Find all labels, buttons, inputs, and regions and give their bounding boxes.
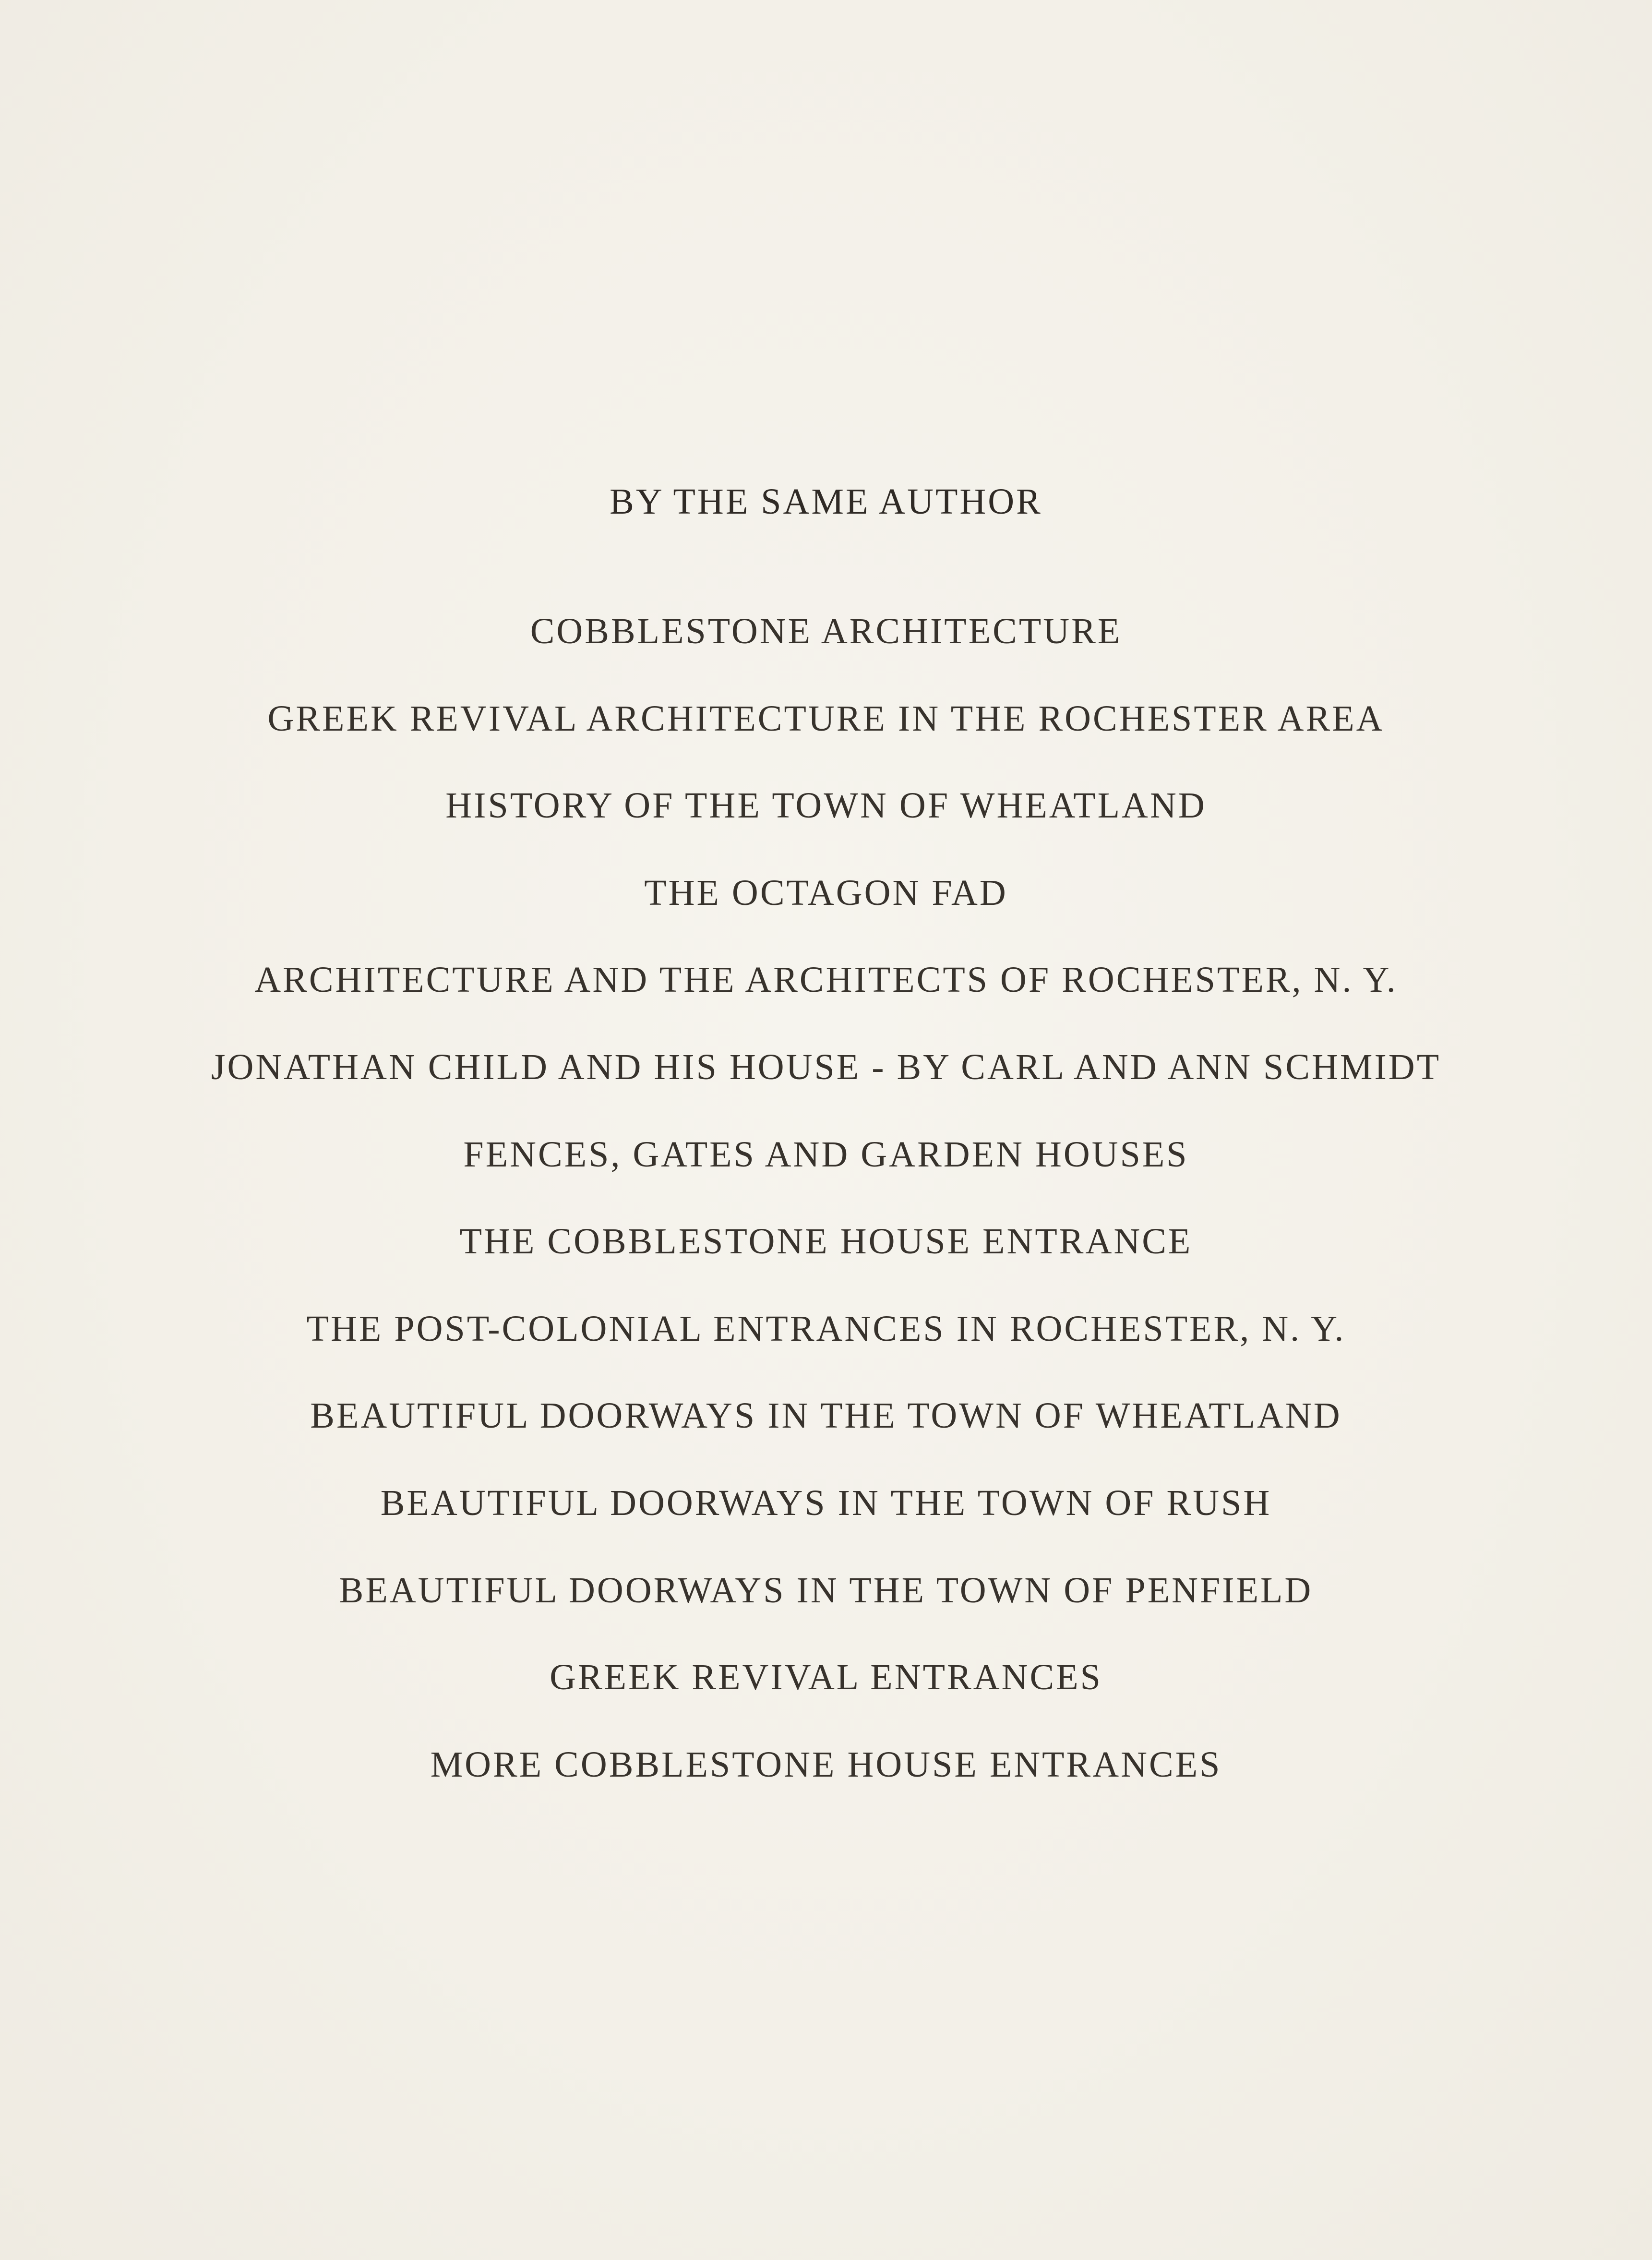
book-title: MORE COBBLESTONE HOUSE ENTRANCES [430,1744,1222,1785]
book-title: COBBLESTONE ARCHITECTURE [530,611,1122,651]
book-title: HISTORY OF THE TOWN OF WHEATLAND [445,785,1207,826]
book-title: FENCES, GATES AND GARDEN HOUSES [463,1134,1189,1175]
book-title: BEAUTIFUL DOORWAYS IN THE TOWN OF RUSH [380,1482,1272,1523]
book-title: BEAUTIFUL DOORWAYS IN THE TOWN OF PENFIELD [339,1570,1313,1611]
book-title: JONATHAN CHILD AND HIS HOUSE - BY CARL AND ANN SCHMIDT [211,1046,1441,1087]
book-title: BEAUTIFUL DOORWAYS IN THE TOWN OF WHEATLAND [310,1395,1342,1436]
book-title: THE POST-COLONIAL ENTRANCES IN ROCHESTER, N. Y. [306,1308,1346,1349]
book-title: ARCHITECTURE AND THE ARCHITECTS OF ROCHESTER, N. Y. [254,960,1398,1000]
book-title: GREEK REVIVAL ENTRANCES [550,1657,1102,1698]
book-title: THE COBBLESTONE HOUSE ENTRANCE [459,1221,1193,1262]
book-title: THE OCTAGON FAD [644,872,1008,913]
title-list [0,610,1652,1830]
book-title: GREEK REVIVAL ARCHITECTURE IN THE ROCHESTER AREA [267,698,1385,739]
page-heading: BY THE SAME AUTHOR [610,481,1042,522]
